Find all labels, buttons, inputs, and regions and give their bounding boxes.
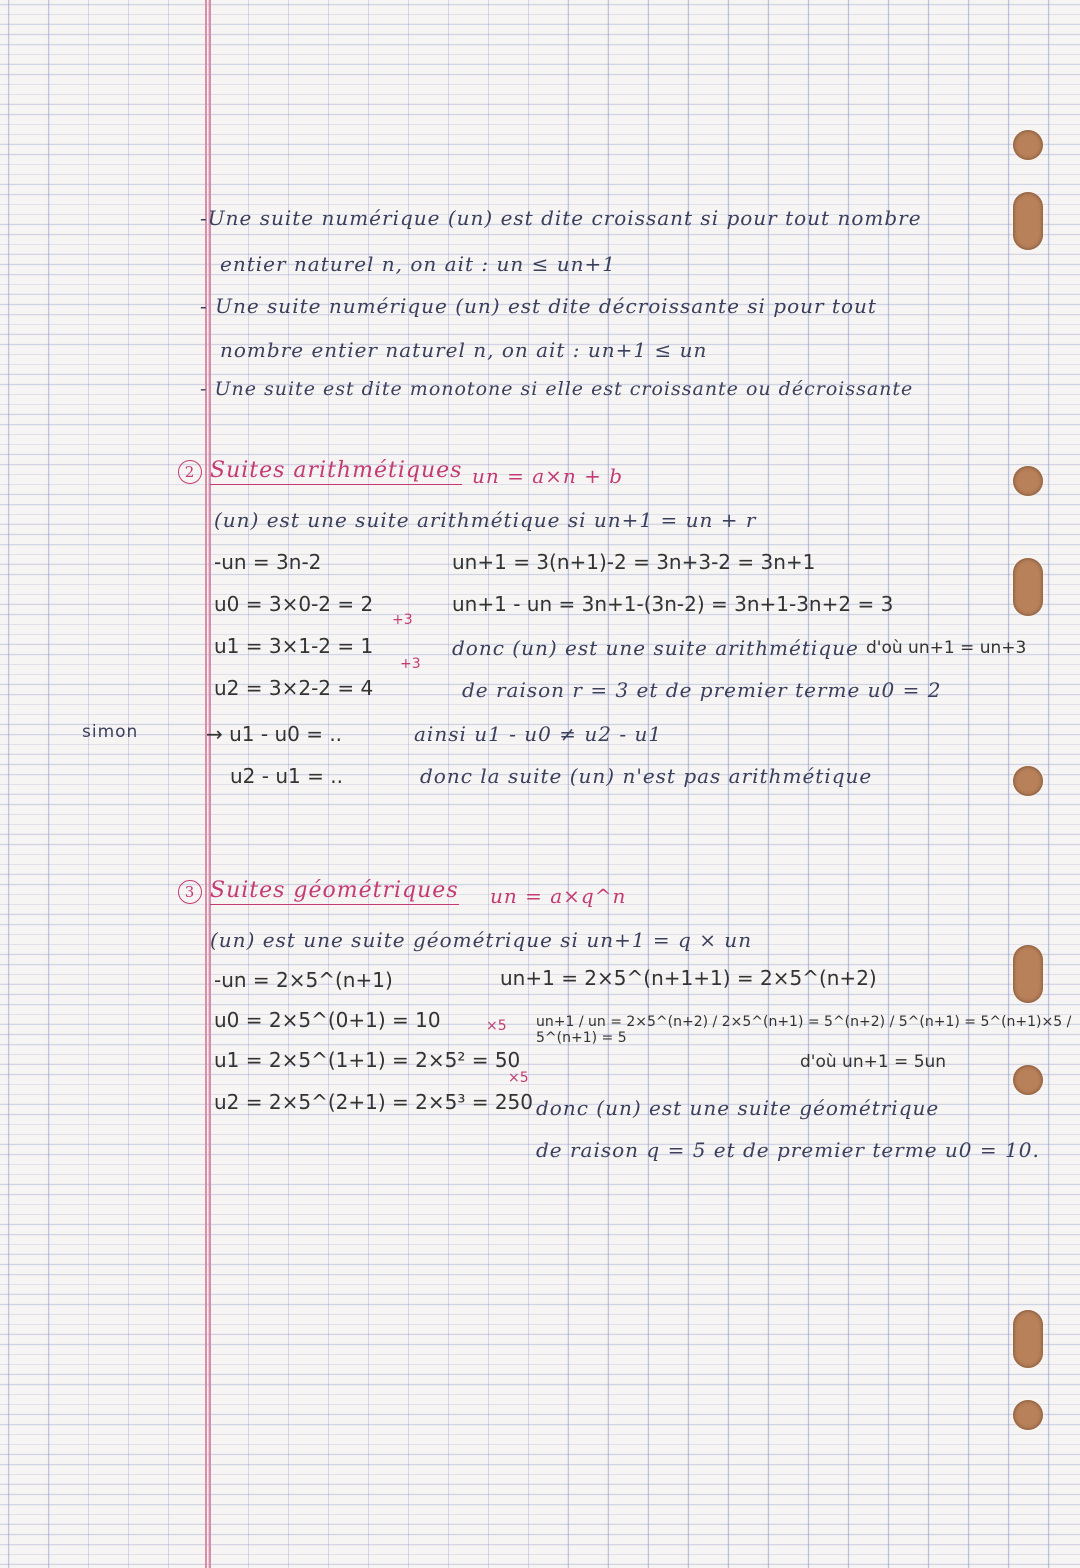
binder-hole bbox=[1013, 192, 1043, 250]
definition-line: entier naturel n, on ait : un ≤ un+1 bbox=[220, 252, 616, 276]
step-label: +3 bbox=[400, 656, 421, 672]
term-line: un+1 = 2×5^(n+1+1) = 2×5^(n+2) bbox=[500, 966, 877, 990]
ratio-line: un+1 / un = 2×5^(n+2) / 2×5^(n+1) = 5^(n+2) / 5^(n+1) = 5^(n+1)×5 / 5^(n+1) = 5 bbox=[536, 1014, 1072, 1046]
step-label: +3 bbox=[392, 612, 413, 628]
conclusion-line: d'où un+1 = un+3 bbox=[866, 638, 1027, 658]
definition-line: -Une suite numérique (un) est dite croissant si pour tout nombre bbox=[200, 206, 922, 230]
step-label: ×5 bbox=[508, 1070, 529, 1086]
binder-hole bbox=[1013, 1400, 1043, 1430]
binder-hole bbox=[1013, 1065, 1043, 1095]
conclusion-line: de raison r = 3 et de premier terme u0 = 2 bbox=[462, 678, 942, 702]
section-heading bbox=[178, 878, 459, 904]
conclusion-line: donc (un) est une suite arithmétique bbox=[452, 636, 859, 660]
term-line: -un = 3n-2 bbox=[214, 550, 322, 574]
binder-hole bbox=[1013, 766, 1043, 796]
check-line: ainsi u1 - u0 ≠ u2 - u1 bbox=[414, 722, 663, 746]
term-line: u2 = 2×5^(2+1) = 2×5³ = 250 bbox=[214, 1090, 533, 1114]
section-title: Suites géométriques bbox=[210, 878, 459, 903]
binder-hole bbox=[1013, 130, 1043, 160]
binder-hole bbox=[1013, 1310, 1043, 1368]
binder-hole bbox=[1013, 558, 1043, 616]
definition-line: - Une suite est dite monotone si elle est croissante ou décroissante bbox=[200, 378, 914, 400]
conclusion-line: de raison q = 5 et de premier terme u0 = 10. bbox=[536, 1138, 1040, 1162]
definition-line: - Une suite numérique (un) est dite décroissante si pour tout bbox=[200, 294, 877, 318]
side-note: simon bbox=[82, 722, 139, 742]
section-heading bbox=[178, 458, 462, 484]
term-line: un+1 - un = 3n+1-(3n-2) = 3n+1-3n+2 = 3 bbox=[452, 592, 894, 616]
check-line: donc la suite (un) n'est pas arithmétique bbox=[420, 764, 873, 788]
term-line: u2 = 3×2-2 = 4 bbox=[214, 676, 374, 700]
conclusion-line: d'où un+1 = 5un bbox=[800, 1052, 947, 1072]
conclusion-line: donc (un) est une suite géométrique bbox=[536, 1096, 940, 1120]
section-formula: un = a×n + b bbox=[472, 464, 624, 488]
margin-line-right bbox=[209, 0, 211, 1568]
term-line: -un = 2×5^(n+1) bbox=[214, 968, 393, 992]
term-line: u0 = 3×0-2 = 2 bbox=[214, 592, 374, 616]
term-line: u0 = 2×5^(0+1) = 10 bbox=[214, 1008, 441, 1032]
section-number: 3 bbox=[178, 880, 202, 904]
section-number: 2 bbox=[178, 460, 202, 484]
section-title: Suites arithmétiques bbox=[210, 458, 463, 483]
definition-line: nombre entier naturel n, on ait : un+1 ≤ un bbox=[220, 338, 708, 362]
check-line: u2 - u1 = .. bbox=[230, 764, 343, 788]
term-line: u1 = 3×1-2 = 1 bbox=[214, 634, 374, 658]
binder-hole bbox=[1013, 945, 1043, 1003]
term-line: un+1 = 3(n+1)-2 = 3n+3-2 = 3n+1 bbox=[452, 550, 816, 574]
definition-line: (un) est une suite géométrique si un+1 = q × un bbox=[210, 928, 753, 952]
check-line: → u1 - u0 = .. bbox=[206, 722, 343, 746]
margin-line-left bbox=[205, 0, 207, 1568]
section-formula: un = a×q^n bbox=[490, 884, 627, 908]
step-label: ×5 bbox=[486, 1018, 507, 1034]
term-line: u1 = 2×5^(1+1) = 2×5² = 50 bbox=[214, 1048, 521, 1072]
definition-line: (un) est une suite arithmétique si un+1 = un + r bbox=[214, 508, 757, 532]
binder-hole bbox=[1013, 466, 1043, 496]
